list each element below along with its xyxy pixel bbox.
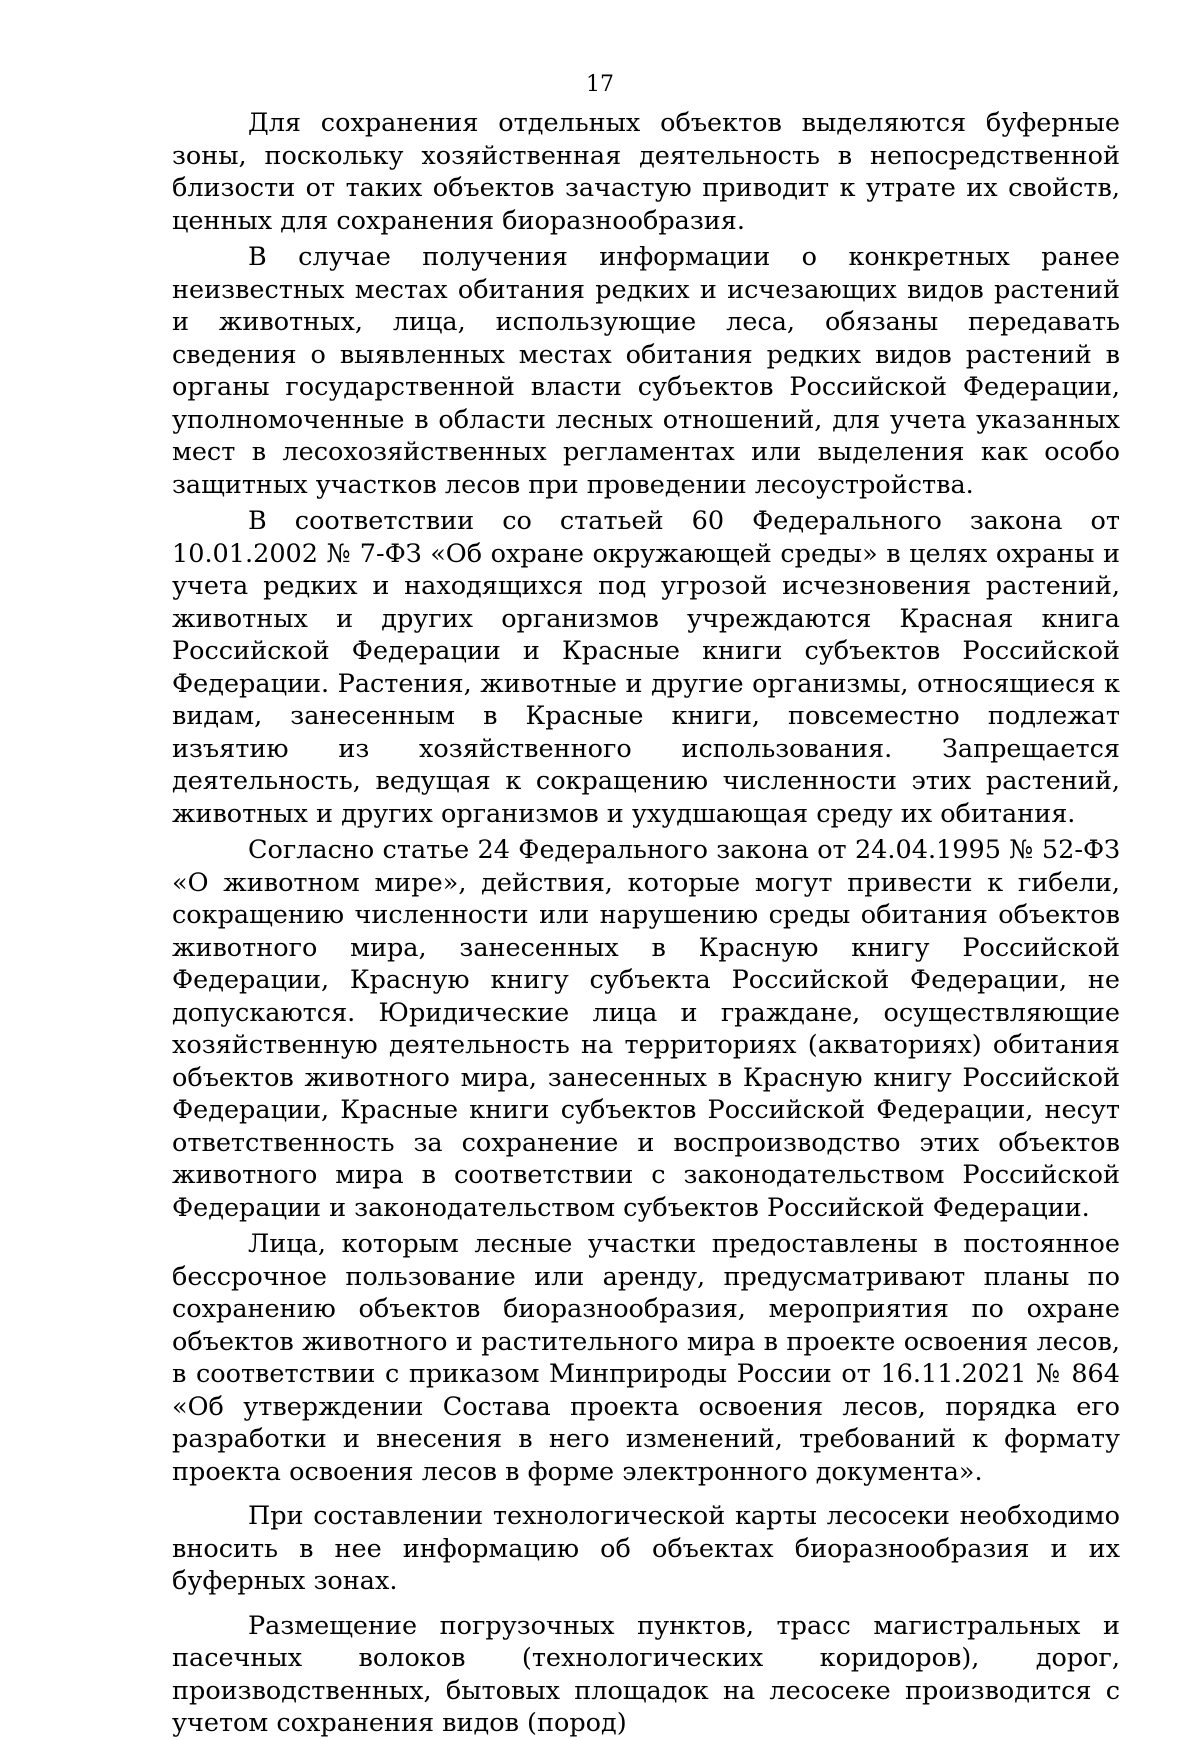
paragraph-red-book-law-7fz: В соответствии со статьей 60 Федерального закона от 10.01.2002 № 7-ФЗ «Об охране окружающей среды» в целях охраны и учета редких и находящихся под угрозой исчезновения растений, животных и других организмов учреждаются Красная книга Российской Федерации и Красные книги субъектов Российской Федерации. Растения, животные и другие организмы, относящиеся к видам, занесенным в Красные книги, повсеместно подлежат изъятию из хозяйственного использования. Запрещается деятельность, ведущая к сокращению численности этих растений, животных и других организмов и ухудшающая среду их обитания. [172, 506, 1120, 829]
paragraph-technological-map: При составлении технологической карты лесосеки необходимо вносить в нее информацию об объектах биоразнообразия и их буферных зонах. [172, 1501, 1120, 1596]
paragraph-loading-points-placement: Размещение погрузочных пунктов, трасс магистральных и пасечных волоков (технологических коридоров), дорог, производственных, бытовых площадок на лесосеке производится с учетом сохранения видов (пород) [172, 1610, 1120, 1738]
paragraph-forest-development-project: Лица, которым лесные участки предоставлены в постоянное бессрочное пользование или аренду, предусматривают планы по сохранению объектов биоразнообразия, мероприятия по охране объектов животного и растительного мира в проекте освоения лесов, в соответствии с приказом Минприроды России от 16.11.2021 № 864 «Об утверждении Состава проекта освоения лесов, порядка его разработки и внесения в него изменений, требований к формату проекта освоения лесов в форме электронного документа». [172, 1229, 1120, 1487]
paragraph-wildlife-law-52fz: Согласно статье 24 Федерального закона от 24.04.1995 № 52-ФЗ «О животном мире», действия, которые могут привести к гибели, сокращению численности или нарушению среды обитания объектов животного мира, занесенных в Красную книгу Российской Федерации, Красную книгу субъекта Российской Федерации, не допускаются. Юридические лица и граждане, осуществляющие хозяйственную деятельность на территориях (акваториях) обитания объектов животного мира, занесенных в Красную книгу Российской Федерации, Красные книги субъектов Российской Федерации, несут ответственность за сохранение и воспроизводство этих объектов животного мира в соответствии с законодательством Российской Федерации и законодательством субъектов Российской Федерации. [172, 835, 1120, 1223]
body-text [172, 107, 1120, 1740]
paragraph-buffer-zones: Для сохранения отдельных объектов выделяются буферные зоны, поскольку хозяйственная деятельность в непосредственной близости от таких объектов зачастую приводит к утрате их свойств, ценных для сохранения биоразнообразия. [172, 108, 1120, 236]
paragraph-habitat-information: В случае получения информации о конкретных ранее неизвестных местах обитания редких и исчезающих видов растений и животных, лица, использующие леса, обязаны передавать сведения о выявленных местах обитания редких видов растений в органы государственной власти субъектов Российской Федерации, уполномоченные в области лесных отношений, для учета указанных мест в лесохозяйственных регламентах или выделения как особо защитных участков лесов при проведении лесоустройства. [172, 242, 1120, 500]
page-number: 17 [586, 72, 614, 97]
